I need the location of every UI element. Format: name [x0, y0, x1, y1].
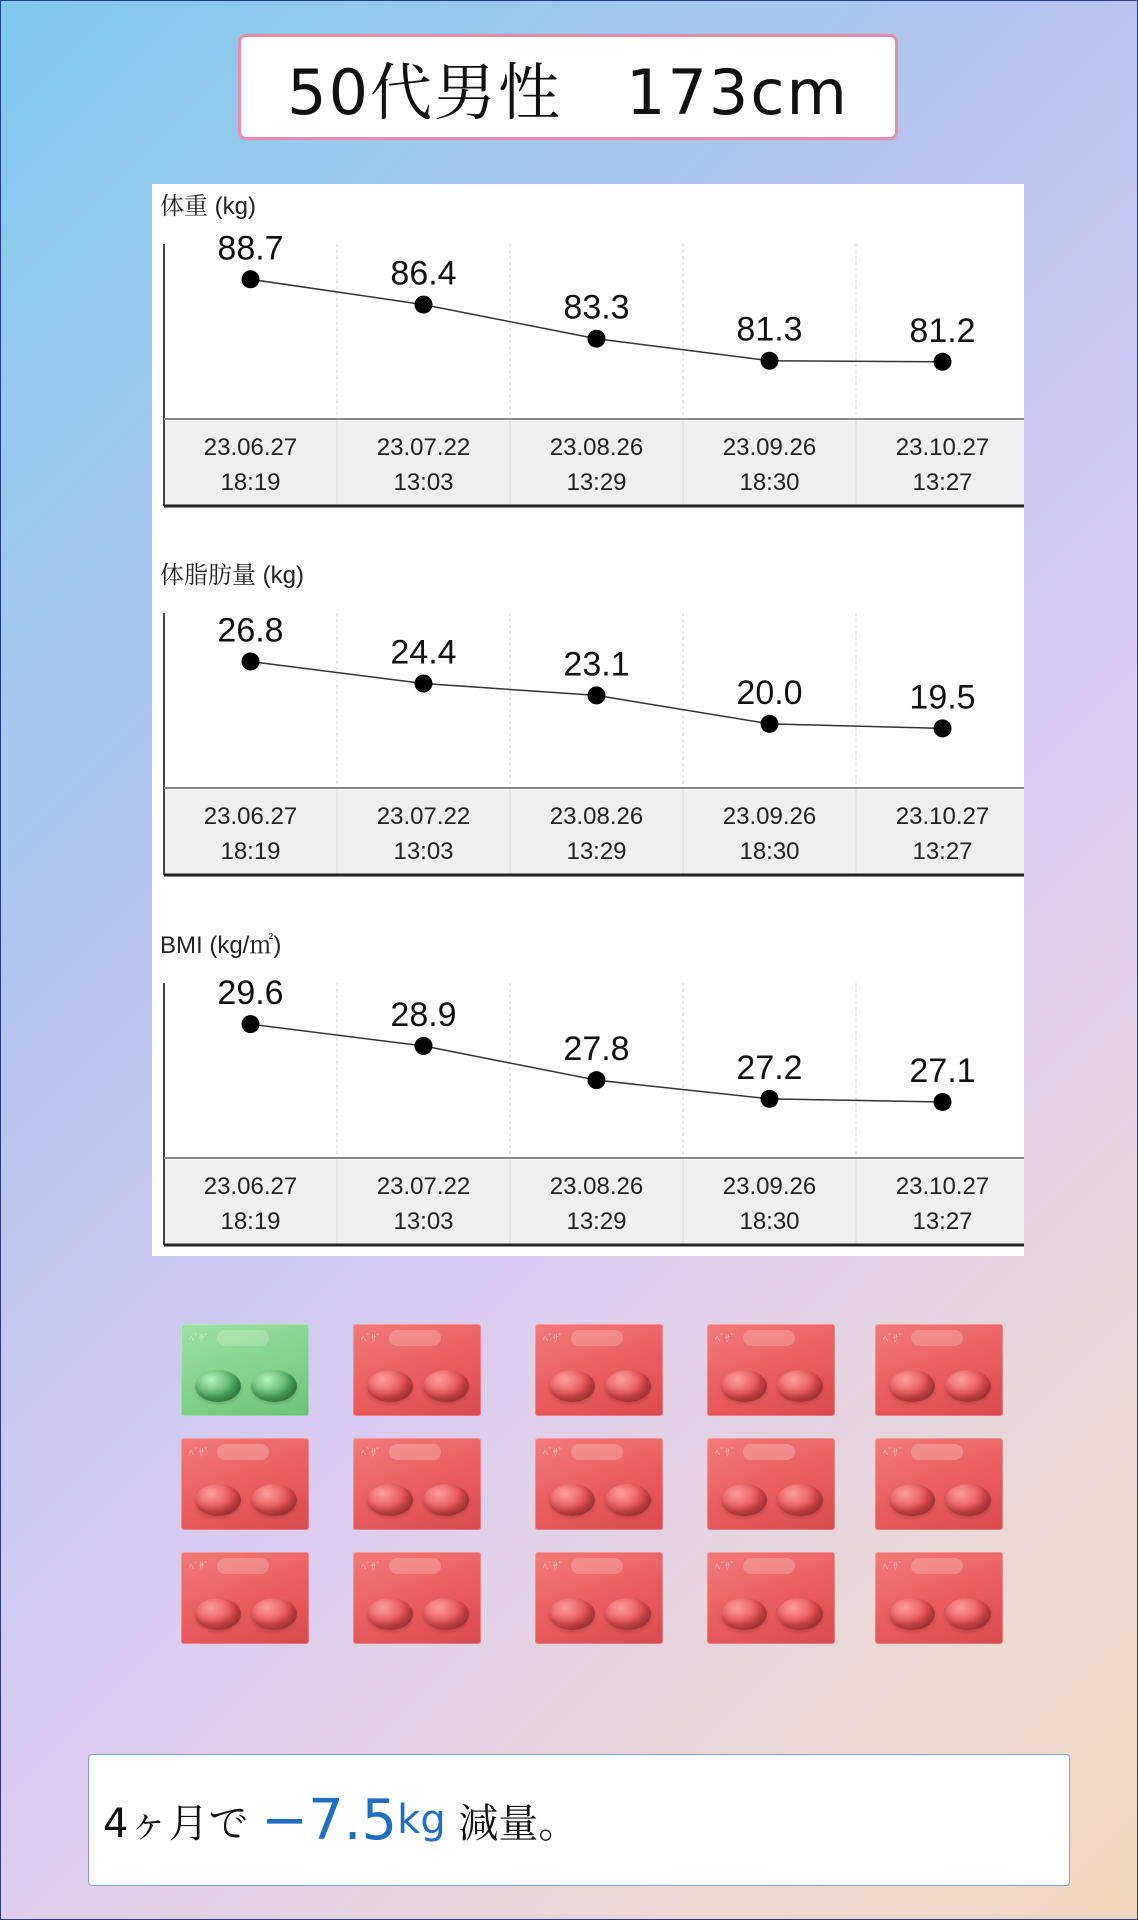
data-label: 20.0 — [736, 673, 803, 712]
blister-slot — [217, 1444, 269, 1460]
chart-title: 体重 (kg) — [160, 193, 256, 220]
x-tick-time: 13:03 — [393, 469, 454, 496]
data-point — [761, 715, 779, 733]
weight-chart — [152, 184, 1024, 544]
bmi-chart — [152, 923, 1024, 1283]
blister-label: ﾍﾞｻﾞ — [715, 1334, 735, 1345]
pill-icon — [945, 1484, 991, 1516]
x-tick-date: 23.08.26 — [549, 803, 644, 830]
blister-slot — [571, 1558, 623, 1574]
data-label: 27.8 — [563, 1030, 630, 1069]
x-tick-time: 18:30 — [739, 838, 800, 865]
pill-blister-red — [707, 1324, 835, 1416]
x-tick-time: 13:27 — [912, 838, 973, 865]
x-tick-date: 23.07.22 — [376, 434, 471, 461]
data-point — [934, 1093, 952, 1111]
pill-blister-red — [707, 1438, 835, 1530]
blister-label: ﾍﾞｻﾞ — [189, 1334, 209, 1345]
blister-slot — [389, 1330, 441, 1346]
pill-blister-grid — [175, 1320, 1015, 1660]
pill-blister-red — [707, 1552, 835, 1644]
pill-icon — [889, 1598, 935, 1630]
blister-slot — [389, 1444, 441, 1460]
blister-label: ﾍﾞｻﾞ — [361, 1562, 381, 1573]
blister-label: ﾍﾞｻﾞ — [883, 1562, 903, 1573]
pill-blister-red — [353, 1324, 481, 1416]
blister-label: ﾍﾞｻﾞ — [543, 1562, 563, 1573]
x-tick-time: 18:30 — [739, 469, 800, 496]
pill-icon — [889, 1484, 935, 1516]
blister-label: ﾍﾞｻﾞ — [361, 1448, 381, 1459]
blister-slot — [571, 1444, 623, 1460]
body-fat-chart — [152, 553, 1024, 913]
pill-blister-red — [875, 1324, 1003, 1416]
x-tick-date: 23.10.27 — [895, 803, 990, 830]
x-tick-date: 23.06.27 — [203, 803, 298, 830]
blister-slot — [743, 1330, 795, 1346]
x-tick-date: 23.09.26 — [722, 434, 817, 461]
blister-label: ﾍﾞｻﾞ — [715, 1562, 735, 1573]
x-tick-time: 13:03 — [393, 838, 454, 865]
data-point — [588, 330, 606, 348]
pill-icon — [423, 1598, 469, 1630]
blister-label: ﾍﾞｻﾞ — [883, 1448, 903, 1459]
summary-box — [88, 1754, 1070, 1886]
x-tick-time: 18:19 — [220, 838, 281, 865]
pill-icon — [945, 1370, 991, 1402]
data-point — [242, 653, 260, 671]
pill-icon — [367, 1370, 413, 1402]
pill-icon — [367, 1484, 413, 1516]
data-label: 88.7 — [217, 229, 284, 268]
x-tick-date: 23.09.26 — [722, 1173, 817, 1200]
data-label: 23.1 — [563, 645, 630, 684]
summary-unit: kg — [397, 1797, 446, 1843]
blister-label: ﾍﾞｻﾞ — [543, 1448, 563, 1459]
data-point — [761, 352, 779, 370]
x-tick-date: 23.08.26 — [549, 434, 644, 461]
data-point — [934, 353, 952, 371]
pill-icon — [721, 1484, 767, 1516]
pill-blister-red — [535, 1324, 663, 1416]
summary-prefix: 4ヶ月で — [103, 1800, 262, 1847]
x-tick-time: 13:27 — [912, 1208, 973, 1235]
x-tick-date: 23.07.22 — [376, 803, 471, 830]
pill-icon — [251, 1370, 297, 1402]
data-label: 81.2 — [909, 311, 976, 350]
x-tick-date: 23.06.27 — [203, 434, 298, 461]
x-tick-time: 13:29 — [566, 1208, 627, 1235]
data-label: 19.5 — [909, 678, 976, 717]
pill-icon — [549, 1598, 595, 1630]
data-point — [588, 1071, 606, 1089]
x-tick-time: 13:29 — [566, 838, 627, 865]
x-tick-time: 18:19 — [220, 469, 281, 496]
data-point — [415, 1037, 433, 1055]
pill-icon — [195, 1370, 241, 1402]
pill-icon — [777, 1598, 823, 1630]
charts-panel — [152, 184, 1024, 1256]
data-label: 28.9 — [390, 995, 457, 1034]
pill-blister-red — [353, 1552, 481, 1644]
pill-blister-green — [181, 1324, 309, 1416]
blister-label: ﾍﾞｻﾞ — [883, 1334, 903, 1345]
x-tick-time: 13:03 — [393, 1208, 454, 1235]
pill-icon — [549, 1484, 595, 1516]
data-label: 24.4 — [390, 633, 457, 672]
data-label: 86.4 — [390, 254, 457, 293]
data-point — [415, 675, 433, 693]
x-tick-date: 23.07.22 — [376, 1173, 471, 1200]
blister-slot — [389, 1558, 441, 1574]
data-point — [415, 296, 433, 314]
pill-icon — [605, 1370, 651, 1402]
pill-icon — [777, 1484, 823, 1516]
x-tick-time: 13:27 — [912, 469, 973, 496]
x-tick-date: 23.10.27 — [895, 1173, 990, 1200]
pill-icon — [195, 1598, 241, 1630]
blister-slot — [217, 1558, 269, 1574]
summary-amount: −7.5 — [261, 1787, 398, 1853]
blister-slot — [911, 1558, 963, 1574]
pill-icon — [889, 1370, 935, 1402]
pill-icon — [367, 1598, 413, 1630]
blister-slot — [911, 1444, 963, 1460]
data-point — [242, 270, 260, 288]
pill-blister-red — [181, 1438, 309, 1530]
pill-icon — [945, 1598, 991, 1630]
data-label: 81.3 — [736, 310, 803, 349]
x-tick-date: 23.10.27 — [895, 434, 990, 461]
blister-slot — [217, 1330, 269, 1346]
summary-suffix: 減量。 — [445, 1800, 579, 1847]
pill-blister-red — [535, 1438, 663, 1530]
x-tick-date: 23.06.27 — [203, 1173, 298, 1200]
x-tick-time: 18:19 — [220, 1208, 281, 1235]
pill-blister-red — [875, 1552, 1003, 1644]
blister-slot — [743, 1558, 795, 1574]
data-label: 83.3 — [563, 288, 630, 327]
data-label: 29.6 — [217, 974, 284, 1013]
pill-icon — [549, 1370, 595, 1402]
x-tick-time: 13:29 — [566, 469, 627, 496]
pill-blister-red — [353, 1438, 481, 1530]
data-label: 27.2 — [736, 1048, 803, 1087]
data-point — [242, 1015, 260, 1033]
chart-title: BMI (kg/㎡) — [160, 932, 282, 959]
pill-blister-red — [875, 1438, 1003, 1530]
blister-slot — [743, 1444, 795, 1460]
blister-label: ﾍﾞｻﾞ — [189, 1448, 209, 1459]
data-label: 26.8 — [217, 611, 284, 650]
blister-slot — [571, 1330, 623, 1346]
pill-icon — [721, 1370, 767, 1402]
data-point — [761, 1090, 779, 1108]
data-point — [588, 686, 606, 704]
pill-icon — [423, 1370, 469, 1402]
page-title: 50代男性 173cm — [238, 34, 898, 140]
pill-icon — [423, 1484, 469, 1516]
x-tick-time: 18:30 — [739, 1208, 800, 1235]
blister-slot — [911, 1330, 963, 1346]
pill-blister-red — [181, 1552, 309, 1644]
blister-label: ﾍﾞｻﾞ — [543, 1334, 563, 1345]
pill-icon — [721, 1598, 767, 1630]
pill-icon — [251, 1598, 297, 1630]
pill-icon — [777, 1370, 823, 1402]
pill-icon — [195, 1484, 241, 1516]
x-tick-date: 23.08.26 — [549, 1173, 644, 1200]
data-label: 27.1 — [909, 1051, 976, 1090]
x-tick-date: 23.09.26 — [722, 803, 817, 830]
blister-label: ﾍﾞｻﾞ — [361, 1334, 381, 1345]
blister-label: ﾍﾞｻﾞ — [189, 1562, 209, 1573]
pill-icon — [605, 1598, 651, 1630]
pill-blister-red — [535, 1552, 663, 1644]
data-point — [934, 719, 952, 737]
pill-icon — [251, 1484, 297, 1516]
chart-title: 体脂肪量 (kg) — [160, 562, 304, 589]
pill-icon — [605, 1484, 651, 1516]
blister-label: ﾍﾞｻﾞ — [715, 1448, 735, 1459]
